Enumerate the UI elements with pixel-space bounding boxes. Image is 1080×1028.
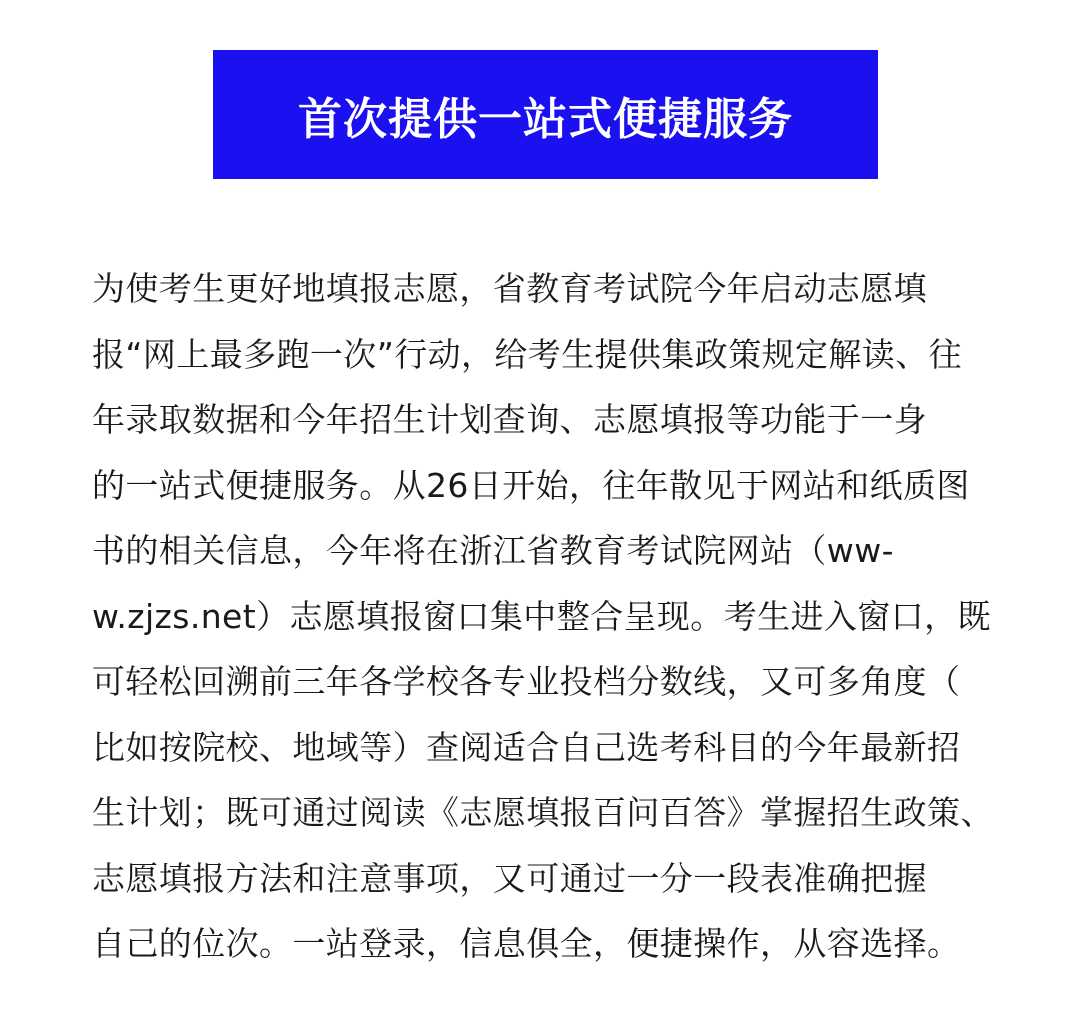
paragraph-line: 志愿填报方法和注意事项，又可通过一分一段表准确把握 bbox=[92, 858, 927, 898]
paragraph-line: 为使考生更好地填报志愿，省教育考试院今年启动志愿填 bbox=[92, 269, 927, 308]
paragraph-line: 年录取数据和今年招生计划查询、志愿填报等功能于一身 bbox=[92, 400, 927, 439]
article-body bbox=[92, 256, 997, 977]
paragraph-line: 自己的位次。一站登录，信息俱全，便捷操作，从容选择。 bbox=[92, 924, 961, 963]
title-banner bbox=[213, 50, 878, 179]
paragraph-line: 生计划；既可通过阅读《志愿填报百问百答》掌握招生政策、 bbox=[92, 793, 994, 832]
paragraph-line: 可轻松回溯前三年各学校各专业投档分数线，又可多角度（ bbox=[92, 662, 961, 701]
paragraph-line: 报“网上最多跑一次”行动，给考生提供集政策规定解读、往 bbox=[92, 334, 962, 374]
paragraph-line: 书的相关信息，今年将在浙江省教育考试院网站（ww- bbox=[92, 531, 894, 570]
page-title: 首次提供一站式便捷服务 bbox=[298, 93, 793, 145]
paragraph-line: 比如按院校、地域等）查阅适合自己选考科目的今年最新招 bbox=[92, 727, 961, 767]
paragraph-line: 的一站式便捷服务。从26日开始，往年散见于网站和纸质图 bbox=[92, 465, 970, 505]
paragraph-line: w.zjzs.net）志愿填报窗口集中整合呈现。考生进入窗口，既 bbox=[92, 596, 991, 636]
